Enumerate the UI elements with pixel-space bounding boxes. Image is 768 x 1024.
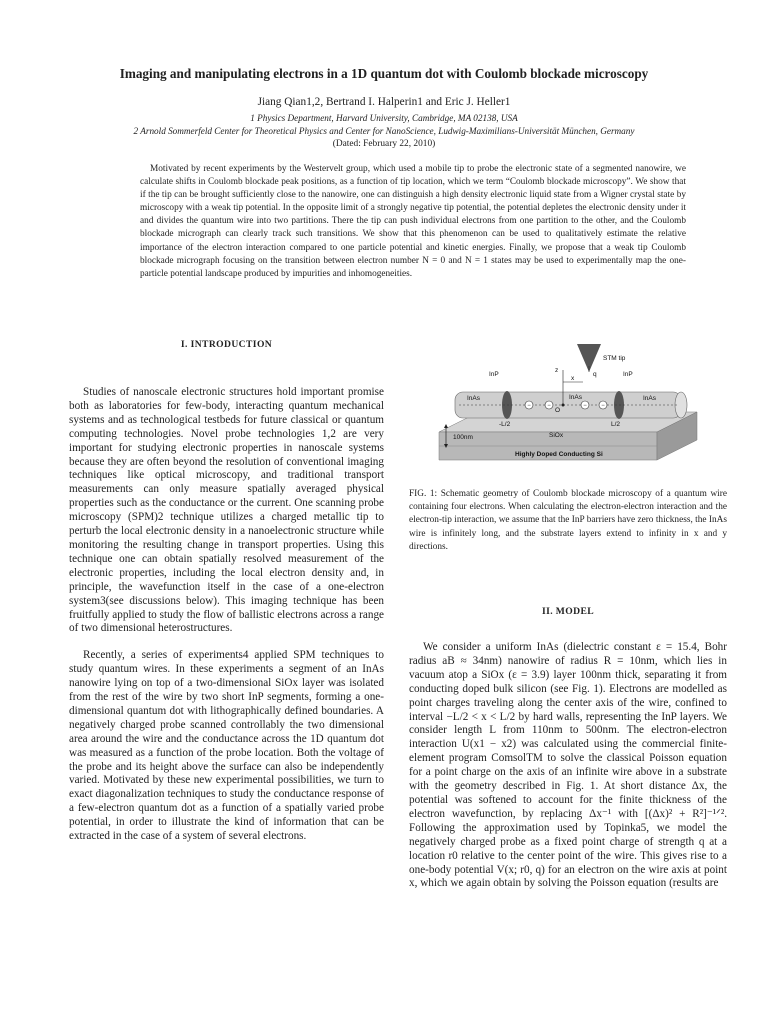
introduction-body — [69, 386, 384, 844]
label-x-axis: x — [571, 375, 575, 382]
label-z-axis: z — [555, 367, 559, 374]
label-inas-left: InAs — [467, 395, 481, 402]
electron-sign: − — [583, 403, 587, 409]
electron-sign: − — [547, 403, 551, 409]
label-charge-q: q — [593, 371, 597, 378]
model-body — [409, 641, 727, 891]
section-heading-introduction: I. INTRODUCTION — [180, 339, 273, 350]
label-inp-left: InP — [489, 371, 499, 378]
label-origin: O — [555, 407, 561, 414]
paper-title: Imaging and manipulating electrons in a 1D quantum dot with Coulomb blockade microscopy — [119, 66, 649, 81]
electron-sign: − — [527, 403, 531, 409]
intro-paragraph-2: Recently, a series of experiments4 applied SPM techniques to study quantum wires. In these experiments a segment of an InAs nanowire lying on top of a two-dimensional SiOx layer was isolated from the rest of the wire by two short InP segments, forming a one-dimensional quantum dot with lithographically defined boundaries. A negatively charged probe scanned controllably the two dimensional area around the wire and the conductance across the 1D quantum dot was measured as a function of the probe location. Both the voltage of the probe and its height above the surface can also be independently varied. Motivated by these new experimental possibilities, we turn to exact diagonalization techniques to study the conductance response of a few-electron quantum dot as a function of a spatially varied probe potential, in order to illustrate the kind of information that can be extracted in the case of a system of several electrons. — [69, 649, 384, 843]
figure-1-caption: FIG. 1: Schematic geometry of Coulomb blockade microscopy of a quantum wire containing four electrons. When calculating the electron-electron interaction and the electron-tip interaction, we assume that the InP barriers have zero thickness, the InAs wire is infinitely long, and the substrate layers extend to infinity in x and y directions. — [409, 489, 727, 552]
model-paragraph-1: We consider a uniform InAs (dielectric constant ε = 15.4, Bohr radius aB ≈ 34nm) nanowire of radius R = 10nm, which lies in vacuum atop a SiOx (ε = 3.9) layer 100nm thick, separating it from conducting doped bulk silicon (see Fig. 1). Electrons are modelled as point charges traveling along the center axis of the wire, confined to interval −L/2 < x < L/2 by hard walls, representing the InP layers. We consider length L from 110nm to 500nm. The electron-electron interaction U(x1 − x2) was calculated using the commercial finite-element program ComsolTM to solve the classical Poisson equation for a point charge on the axis of an infinite wire above in a substrate with the geometry described in Fig. 1. At short distance Δx, the potential was softened to account for the finite thickness of the electron wavefunction, by replacing Δx⁻¹ with [(Δx)² + R²]⁻¹ᐟ². Following the approximation used by Topinka5, we model the negatively charged probe as a fixed point charge of strength q at a location r0 relative to the center point of the wire. This gives rise to a one-body potential V(x; r0, q) for an electron on the wire axis at point x, which we again obtain by solving the Poisson equation (results are — [409, 641, 727, 890]
label-stm-tip: STM tip — [603, 355, 626, 362]
label-thickness: 100nm — [453, 434, 473, 441]
schematic-diagram — [437, 342, 699, 472]
label-inp-right: InP — [623, 371, 633, 378]
intro-paragraph-1: Studies of nanoscale electronic structures hold important promise both as laboratories for few-body, interacting quantum mechanical systems and as technological testbeds for future classical or quantum computing technologies. Novel probe technologies 1,2 are very important for studying electronic properties in nanoscale systems because they are often beyond the resolution of conventional imaging techniques like optical microscopy, and traditional transport measurements can only measure spatially averaged physical properties such as the conductance or the current. One scanning probe microscopy (SPM)2 technique utilizes a charged metallic tip to perturb the local electronic density in a nanoelectronic structure while monitoring the resulting change in transport properties. Using this technique one can obtain spatially resolved measurement of the electronic properties, including the local electron density and, in principle, the wavefunction itself in the case of a one-electron system3(see discussions below). This imaging technique has been fruitfully applied to study the flow of ballistic electrons across a range of two dimensional heterostructures. — [69, 386, 384, 635]
label-inas-mid: InAs — [569, 394, 583, 401]
section-heading-model: II. MODEL — [541, 606, 595, 617]
label-substrate: Highly Doped Conducting Si — [515, 451, 603, 458]
label-half-l: L/2 — [611, 421, 621, 428]
label-minus-half-l: -L/2 — [499, 421, 511, 428]
label-oxide: SiOx — [549, 432, 564, 439]
origin-point — [562, 404, 565, 407]
author-list: Jiang Qian1,2, Bertrand I. Halperin1 and Eric J. Heller1 — [257, 96, 511, 108]
abstract: Motivated by recent experiments by the Westervelt group, which used a mobile tip to probe the electronic state of a segmented nanowire, we calculate shifts in Coulomb blockade peak positions, as a function of tip location, which we term “Coulomb blockade microscopy”. We show that if the tip can be brought sufficiently close to the nanowire, one can distinguish a high density electronic liquid state from a Wigner crystal state by microscopy with a weak tip potential. In the opposite limit of a strongly negative tip potential, the potential depletes the electronic density under it and divides the quantum wire into two partitions. There the tip can push individual electrons from one partition to the other, and the Coulomb blockade micrograph can clearly track such transitions. We show that this phenomenon can be used to qualitatively estimate the relative importance of the electron interaction compared to one particle potential and kinetic energies. Finally, we propose that a weak tip Coulomb blockade micrograph focusing on the transition between electron number N = 0 and N = 1 states may be used to experimentally map the one-particle potential landscape produced by impurities and inhomogeneities. — [140, 164, 686, 279]
date-line: (Dated: February 22, 2010) — [332, 139, 436, 149]
label-inas-right: InAs — [643, 395, 657, 402]
affiliation-2: 2 Arnold Sommerfeld Center for Theoretical Physics and Center for NanoScience, Ludwig-Maximilians-Universität München, Germany — [133, 126, 635, 136]
figure-1 — [437, 342, 699, 472]
affiliation-1: 1 Physics Department, Harvard University, Cambridge, MA 02138, USA — [250, 113, 518, 123]
electron-sign: − — [601, 403, 605, 409]
